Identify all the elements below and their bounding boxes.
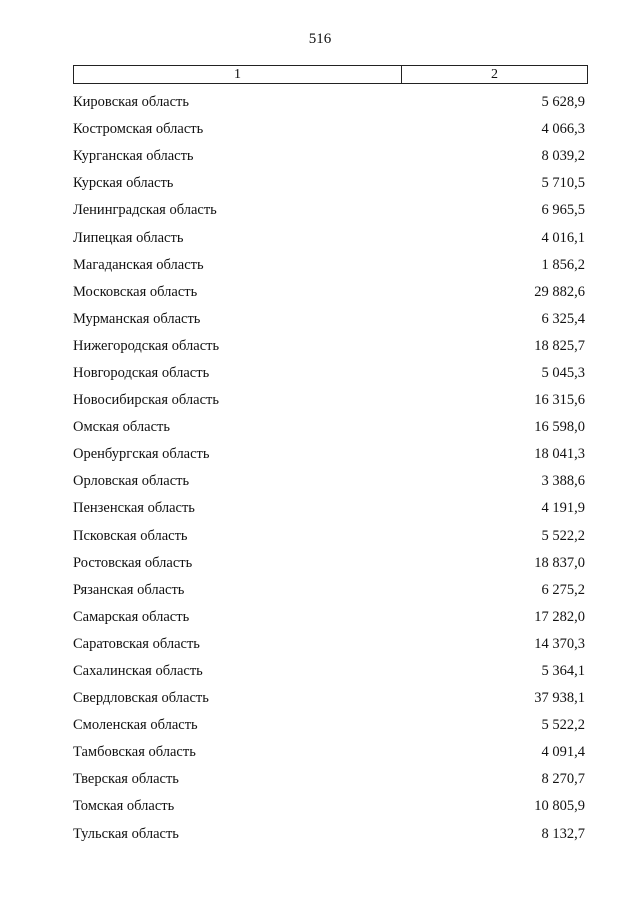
page-number: 516 (308, 31, 332, 47)
table-row (73, 279, 585, 306)
table-row (73, 577, 585, 604)
region-value: 6 325,4 (541, 310, 585, 327)
table-row (73, 658, 585, 685)
table-row (73, 89, 585, 116)
region-value: 16 598,0 (534, 419, 585, 436)
region-name: Костромская область (73, 121, 204, 138)
table-row (73, 333, 585, 360)
region-name: Курская область (73, 175, 174, 192)
region-name: Пензенская область (73, 500, 195, 517)
region-value: 8 270,7 (541, 771, 585, 788)
table-row (73, 197, 585, 224)
region-value: 5 710,5 (541, 175, 585, 192)
region-name: Тамбовская область (73, 744, 196, 761)
region-name: Самарская область (73, 608, 190, 625)
region-name: Кировская область (73, 94, 190, 111)
table-row (73, 793, 585, 820)
region-value: 4 066,3 (541, 121, 585, 138)
table-row (73, 116, 585, 143)
table-row (73, 252, 585, 279)
region-value: 4 091,4 (541, 744, 585, 761)
region-value: 10 805,9 (534, 798, 585, 815)
table-row (73, 604, 585, 631)
table-row (73, 739, 585, 766)
region-value: 4 191,9 (541, 500, 585, 517)
region-value: 17 282,0 (534, 608, 585, 625)
table-row (73, 685, 585, 712)
region-name: Тверская область (73, 771, 179, 788)
region-value: 18 041,3 (534, 446, 585, 463)
region-value: 37 938,1 (534, 690, 585, 707)
region-value: 14 370,3 (534, 635, 585, 652)
region-name: Новгородская область (73, 364, 210, 381)
region-value: 8 132,7 (541, 825, 585, 842)
region-name: Псковская область (73, 527, 188, 544)
table-row (73, 441, 585, 468)
region-name: Рязанская область (73, 581, 185, 598)
region-name: Липецкая область (73, 229, 184, 246)
region-value: 18 825,7 (534, 337, 585, 354)
region-name: Мурманская область (73, 310, 201, 327)
region-value: 5 364,1 (541, 663, 585, 680)
table-row (73, 414, 585, 441)
region-name: Московская область (73, 283, 198, 300)
region-name: Саратовская область (73, 635, 200, 652)
region-name: Магаданская область (73, 256, 204, 273)
region-name: Ростовская область (73, 554, 193, 571)
region-name: Томская область (73, 798, 175, 815)
region-name: Орловская область (73, 473, 190, 490)
table-row (73, 387, 585, 414)
region-name: Омская область (73, 419, 170, 436)
region-name: Смоленская область (73, 717, 198, 734)
region-name: Нижегородская область (73, 337, 220, 354)
region-name: Сахалинская область (73, 663, 203, 680)
table-row (73, 306, 585, 333)
table-row (73, 821, 585, 848)
table-header (73, 65, 588, 84)
region-value: 8 039,2 (541, 148, 585, 165)
region-name: Оренбургская область (73, 446, 210, 463)
table-row (73, 170, 585, 197)
table-row (73, 143, 585, 170)
table-row (73, 550, 585, 577)
region-value: 1 856,2 (541, 256, 585, 273)
region-value: 4 016,1 (541, 229, 585, 246)
column-header-2: 2 (491, 66, 498, 82)
region-value: 3 388,6 (541, 473, 585, 490)
table-body (73, 89, 585, 848)
table-row (73, 360, 585, 387)
region-value: 16 315,6 (534, 392, 585, 409)
table-row (73, 712, 585, 739)
region-name: Свердловская область (73, 690, 209, 707)
region-name: Ленинградская область (73, 202, 217, 219)
region-value: 6 275,2 (541, 581, 585, 598)
region-name: Курганская область (73, 148, 194, 165)
table-row (73, 495, 585, 522)
region-value: 5 522,2 (541, 717, 585, 734)
region-value: 29 882,6 (534, 283, 585, 300)
table-row (73, 468, 585, 495)
region-value: 5 045,3 (541, 364, 585, 381)
region-value: 5 522,2 (541, 527, 585, 544)
table-row (73, 523, 585, 550)
region-name: Новосибирская область (73, 392, 219, 409)
region-value: 5 628,9 (541, 94, 585, 111)
region-name: Тульская область (73, 825, 179, 842)
table-row (73, 631, 585, 658)
table-row (73, 766, 585, 793)
region-value: 6 965,5 (541, 202, 585, 219)
region-value: 18 837,0 (534, 554, 585, 571)
column-header-1: 1 (74, 66, 402, 83)
table-row (73, 224, 585, 251)
